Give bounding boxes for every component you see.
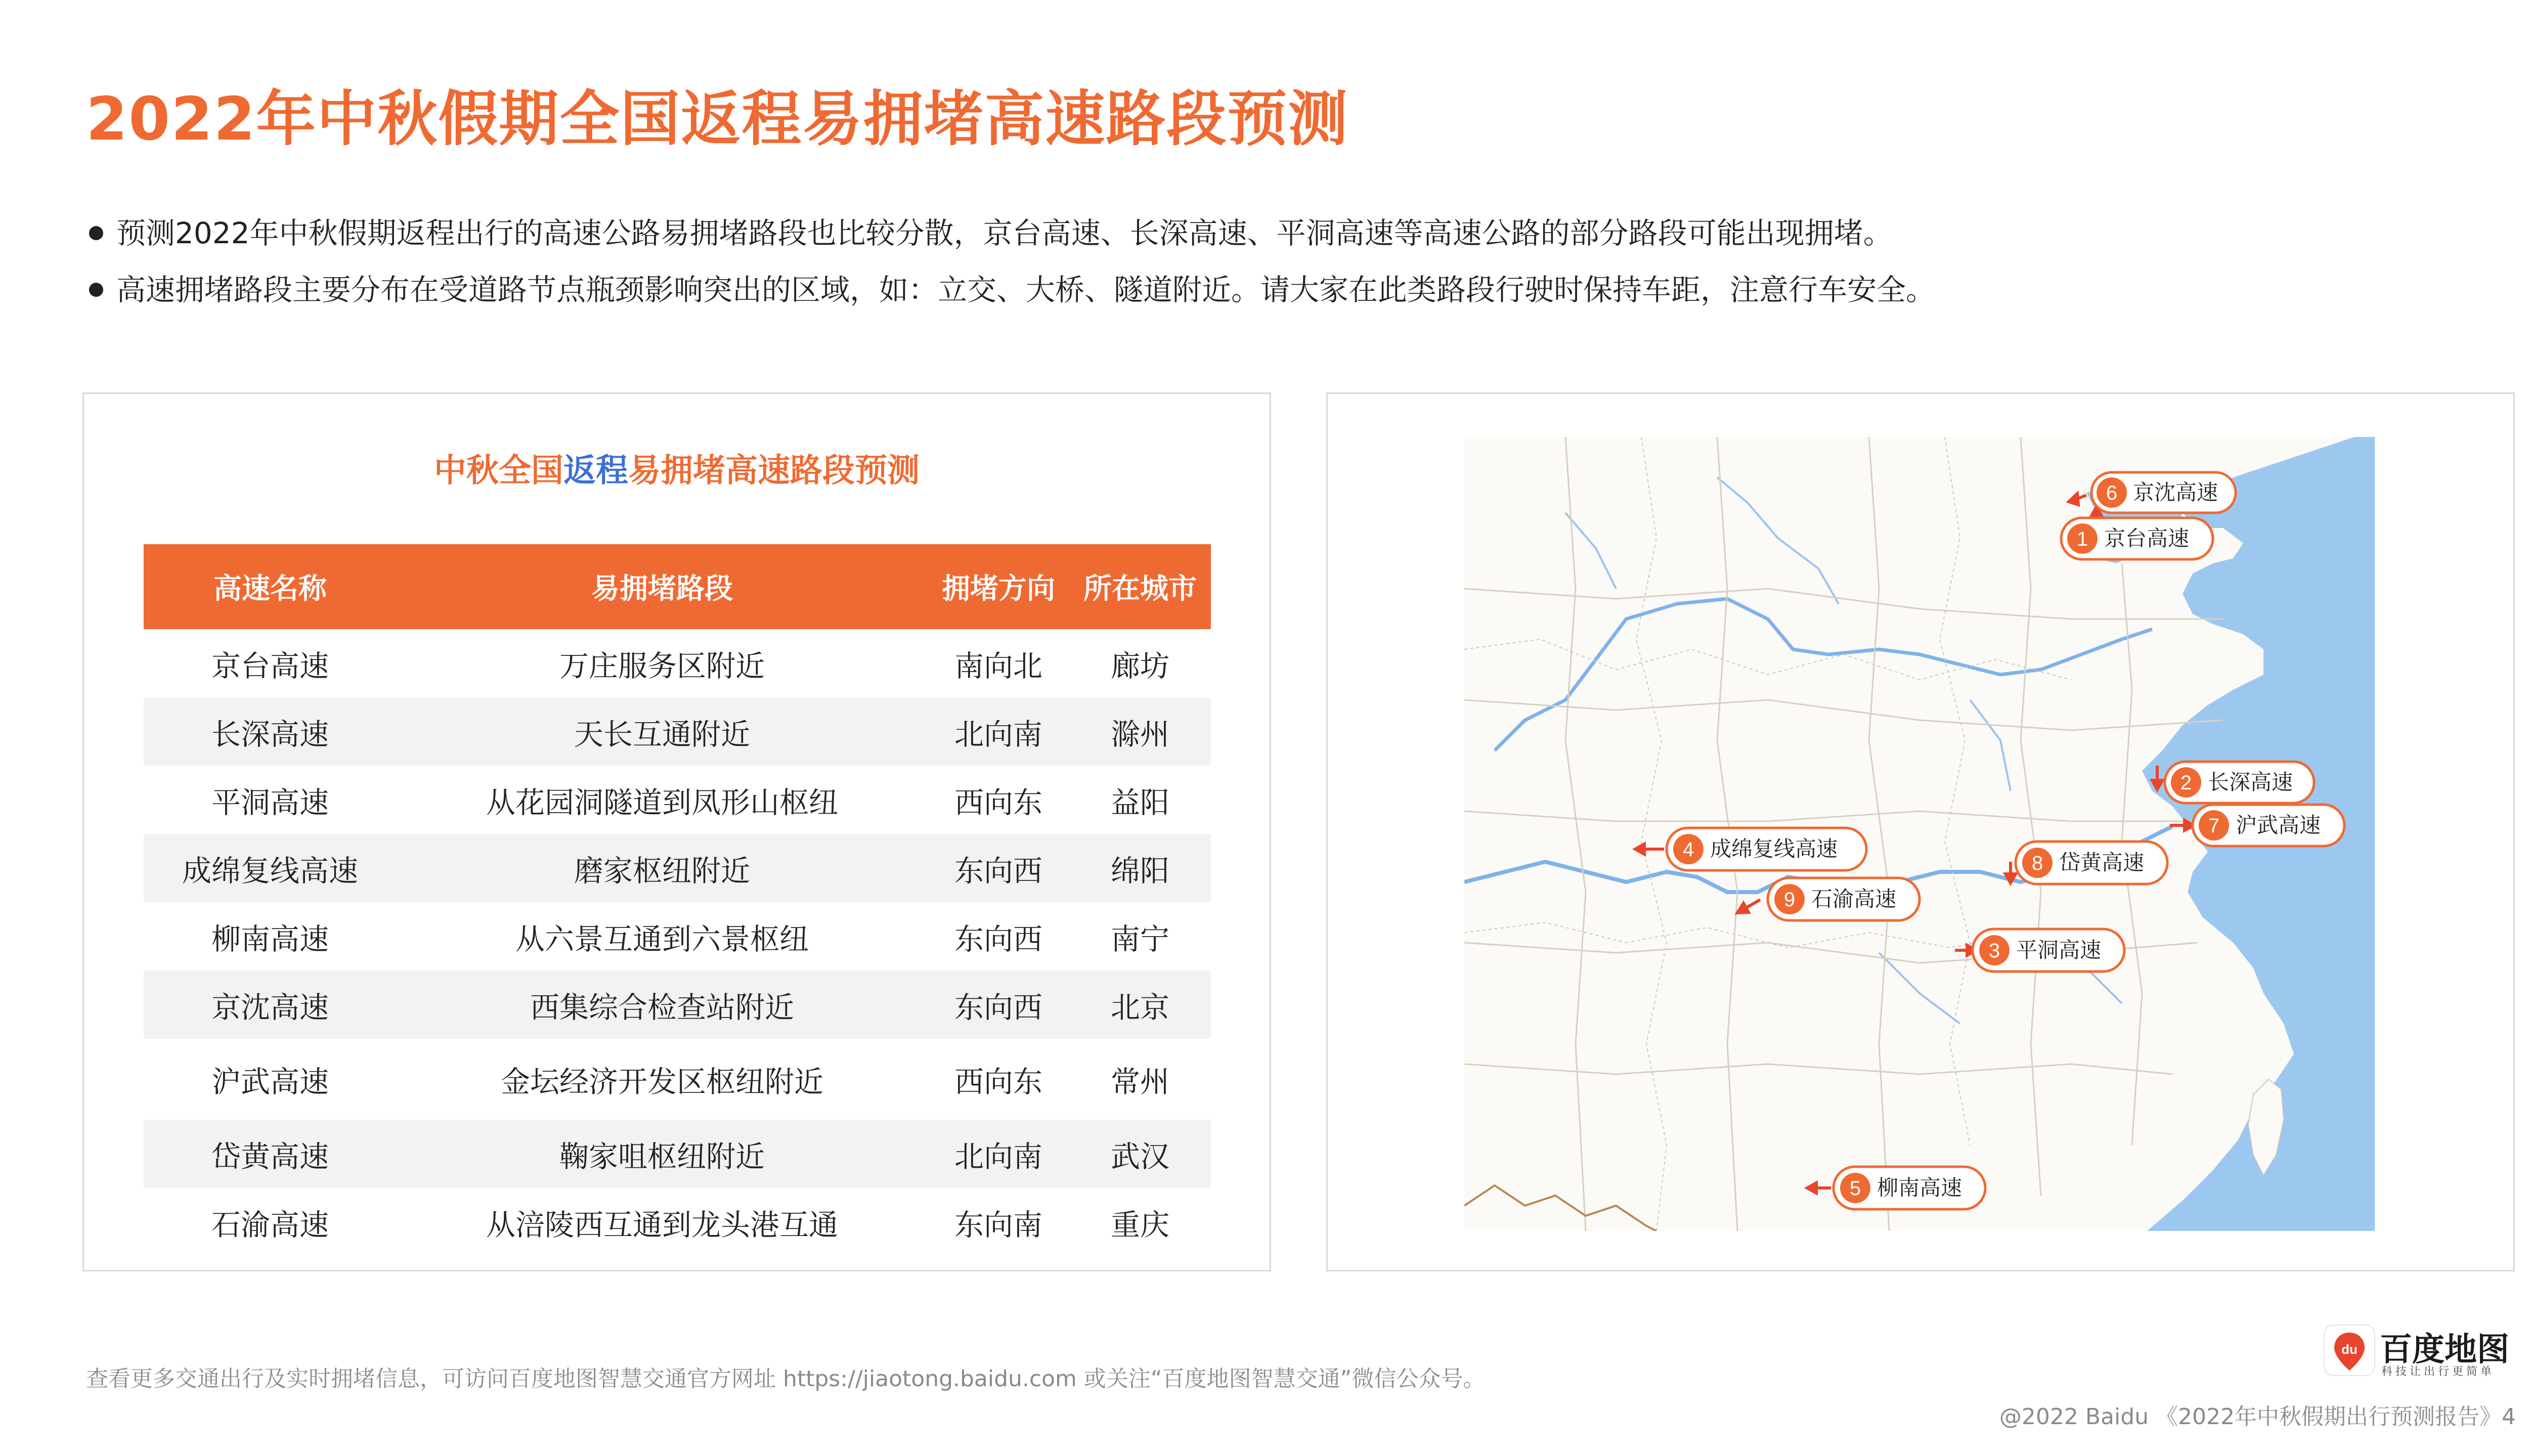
- cell-city: 常州: [1110, 1065, 1169, 1099]
- cell-road: 柳南高速: [211, 921, 329, 956]
- logo-mark-text: du: [2341, 1342, 2358, 1357]
- map-marker-huwu: [2193, 805, 2344, 846]
- marker-number: 8: [2031, 852, 2043, 874]
- footer-copyright: @2022 Baidu 《2022年中秋假期出行预测报告》4: [1999, 1404, 2516, 1430]
- cell-city: 绵阳: [1069, 834, 1211, 902]
- table-header-row: [144, 544, 1211, 629]
- table-title: [84, 445, 1270, 491]
- cell-direction: 北向南: [928, 1120, 1069, 1188]
- map-marker-jingshen: [2091, 472, 2236, 513]
- table-title-prefix: 中秋全国: [434, 452, 563, 490]
- bullet-text: 高速拥堵路段主要分布在受道路节点瓶颈影响突出的区域，如：立交、大桥、隧道附近。请大家在此类路段行驶时保持车距，注意行车安全。: [116, 273, 1936, 307]
- logo-slogan: 科技让出行更简单: [2381, 1365, 2495, 1378]
- cell-direction: 东向南: [954, 1207, 1042, 1242]
- cell-direction: 北向南: [928, 697, 1069, 766]
- marker-number: 6: [2106, 482, 2118, 504]
- bullet-text: 预测2022年中秋假期返程出行的高速公路易拥堵路段也比较分散，京台高速、长深高速、平洞高速等高速公路的部分路段可能出现拥堵。: [116, 216, 1893, 250]
- marker-label: 京沈高速: [2133, 480, 2218, 505]
- map-marker-changshen: [2165, 762, 2314, 803]
- cell-road: 平洞高速: [211, 785, 329, 820]
- map-marker-liunan: [1834, 1167, 1985, 1209]
- cell-city: 武汉: [1069, 1120, 1211, 1188]
- footer-note: 查看更多交通出行及实时拥堵信息，可访问百度地图智慧交通官方网址 https://jiaotong.baidu.com 或关注“百度地图智慧交通”微信公众号。: [86, 1366, 1486, 1392]
- table-row: [144, 766, 1211, 834]
- cell-direction: 南向北: [954, 648, 1042, 683]
- cell-city: 南宁: [1110, 921, 1169, 956]
- cell-road: 岱黄高速: [144, 1120, 397, 1188]
- bullet-item: [86, 205, 1935, 261]
- table-row: [144, 970, 1211, 1039]
- bullet-dot-icon: [89, 283, 103, 297]
- map-panel: [1326, 392, 2515, 1271]
- map-pin-logo-icon: [2322, 1322, 2377, 1383]
- cell-direction: 东向西: [928, 970, 1069, 1039]
- cell-city: 北京: [1069, 970, 1211, 1039]
- table-row: [144, 1039, 1211, 1120]
- table-panel: [82, 392, 1271, 1271]
- cell-segment: 西集综合检查站附近: [397, 970, 928, 1039]
- map-marker-jingtai: [2061, 518, 2213, 559]
- marker-label: 平洞高速: [2016, 938, 2102, 962]
- table-title-highlight: 返程: [563, 452, 628, 490]
- cell-road: 京沈高速: [144, 970, 397, 1039]
- logo-name: 百度地图: [2380, 1331, 2509, 1369]
- marker-label: 石渝高速: [1811, 887, 1897, 911]
- marker-number: 7: [2208, 815, 2220, 837]
- cell-road: 京台高速: [211, 648, 329, 683]
- china-map: [1464, 437, 2375, 1231]
- marker-number: 1: [2076, 528, 2088, 550]
- table-row: [144, 902, 1211, 970]
- marker-number: 2: [2180, 772, 2192, 794]
- marker-label: 沪武高速: [2236, 813, 2321, 837]
- cell-road: 沪武高速: [211, 1065, 329, 1099]
- table-row: [144, 834, 1211, 902]
- cell-road: 成绵复线高速: [144, 834, 397, 902]
- cell-city: 益阳: [1110, 785, 1169, 820]
- table-row: [144, 697, 1211, 766]
- bullet-dot-icon: [89, 226, 103, 240]
- header-segment: 易拥堵路段: [397, 544, 928, 629]
- map-svg: [1464, 437, 2375, 1231]
- marker-label: 长深高速: [2208, 770, 2293, 795]
- bullet-item: [86, 261, 1935, 318]
- header-city: 所在城市: [1069, 544, 1211, 629]
- cell-segment: 万庄服务区附近: [559, 648, 765, 683]
- cell-segment: 天长互通附近: [397, 697, 928, 766]
- marker-label: 成绵复线高速: [1710, 836, 1838, 861]
- header-road-name: 高速名称: [144, 544, 397, 629]
- cell-road: 长深高速: [144, 697, 397, 766]
- cell-direction: 西向东: [954, 785, 1042, 820]
- cell-segment: 金坛经济开发区枢纽附近: [500, 1065, 823, 1099]
- cell-city: 滁州: [1069, 697, 1211, 766]
- cell-city: 重庆: [1110, 1207, 1169, 1242]
- cell-road: 石渝高速: [211, 1207, 329, 1242]
- marker-number: 5: [1849, 1177, 1861, 1200]
- table-row: [144, 629, 1211, 697]
- cell-city: 廊坊: [1110, 648, 1169, 683]
- header-direction: 拥堵方向: [928, 544, 1069, 629]
- map-marker-daihuang: [2016, 842, 2167, 884]
- marker-label: 京台高速: [2104, 526, 2190, 551]
- cell-segment: 从花园洞隧道到凤形山枢纽: [486, 785, 838, 820]
- cell-segment: 磨家枢纽附近: [397, 834, 928, 902]
- map-marker-pingdong: [1973, 929, 2124, 972]
- table-row: [144, 1120, 1211, 1188]
- cell-direction: 东向西: [954, 921, 1042, 956]
- marker-label: 柳南高速: [1877, 1175, 1963, 1200]
- marker-number: 9: [1783, 889, 1796, 911]
- congestion-table: [144, 544, 1211, 1256]
- summary-bullets: [86, 205, 1935, 318]
- table-title-suffix: 易拥堵高速路段预测: [628, 452, 920, 490]
- cell-segment: 从六景互通到六景枢纽: [515, 921, 809, 956]
- map-marker-chengmian: [1667, 828, 1866, 870]
- cell-segment: 从涪陵西互通到龙头港互通: [486, 1207, 838, 1242]
- cell-direction: 西向东: [954, 1065, 1042, 1099]
- cell-segment: 鞠家咀枢纽附近: [397, 1120, 928, 1188]
- marker-label: 岱黄高速: [2059, 850, 2145, 875]
- marker-number: 4: [1682, 839, 1694, 861]
- marker-number: 3: [1988, 940, 2000, 962]
- map-marker-shiyu: [1768, 878, 1920, 920]
- baidu-map-logo: [2322, 1322, 2524, 1383]
- cell-direction: 东向西: [928, 834, 1069, 902]
- page-title: 2022年中秋假期全国返程易拥堵高速路段预测: [86, 84, 1349, 154]
- table-row: [144, 1188, 1211, 1256]
